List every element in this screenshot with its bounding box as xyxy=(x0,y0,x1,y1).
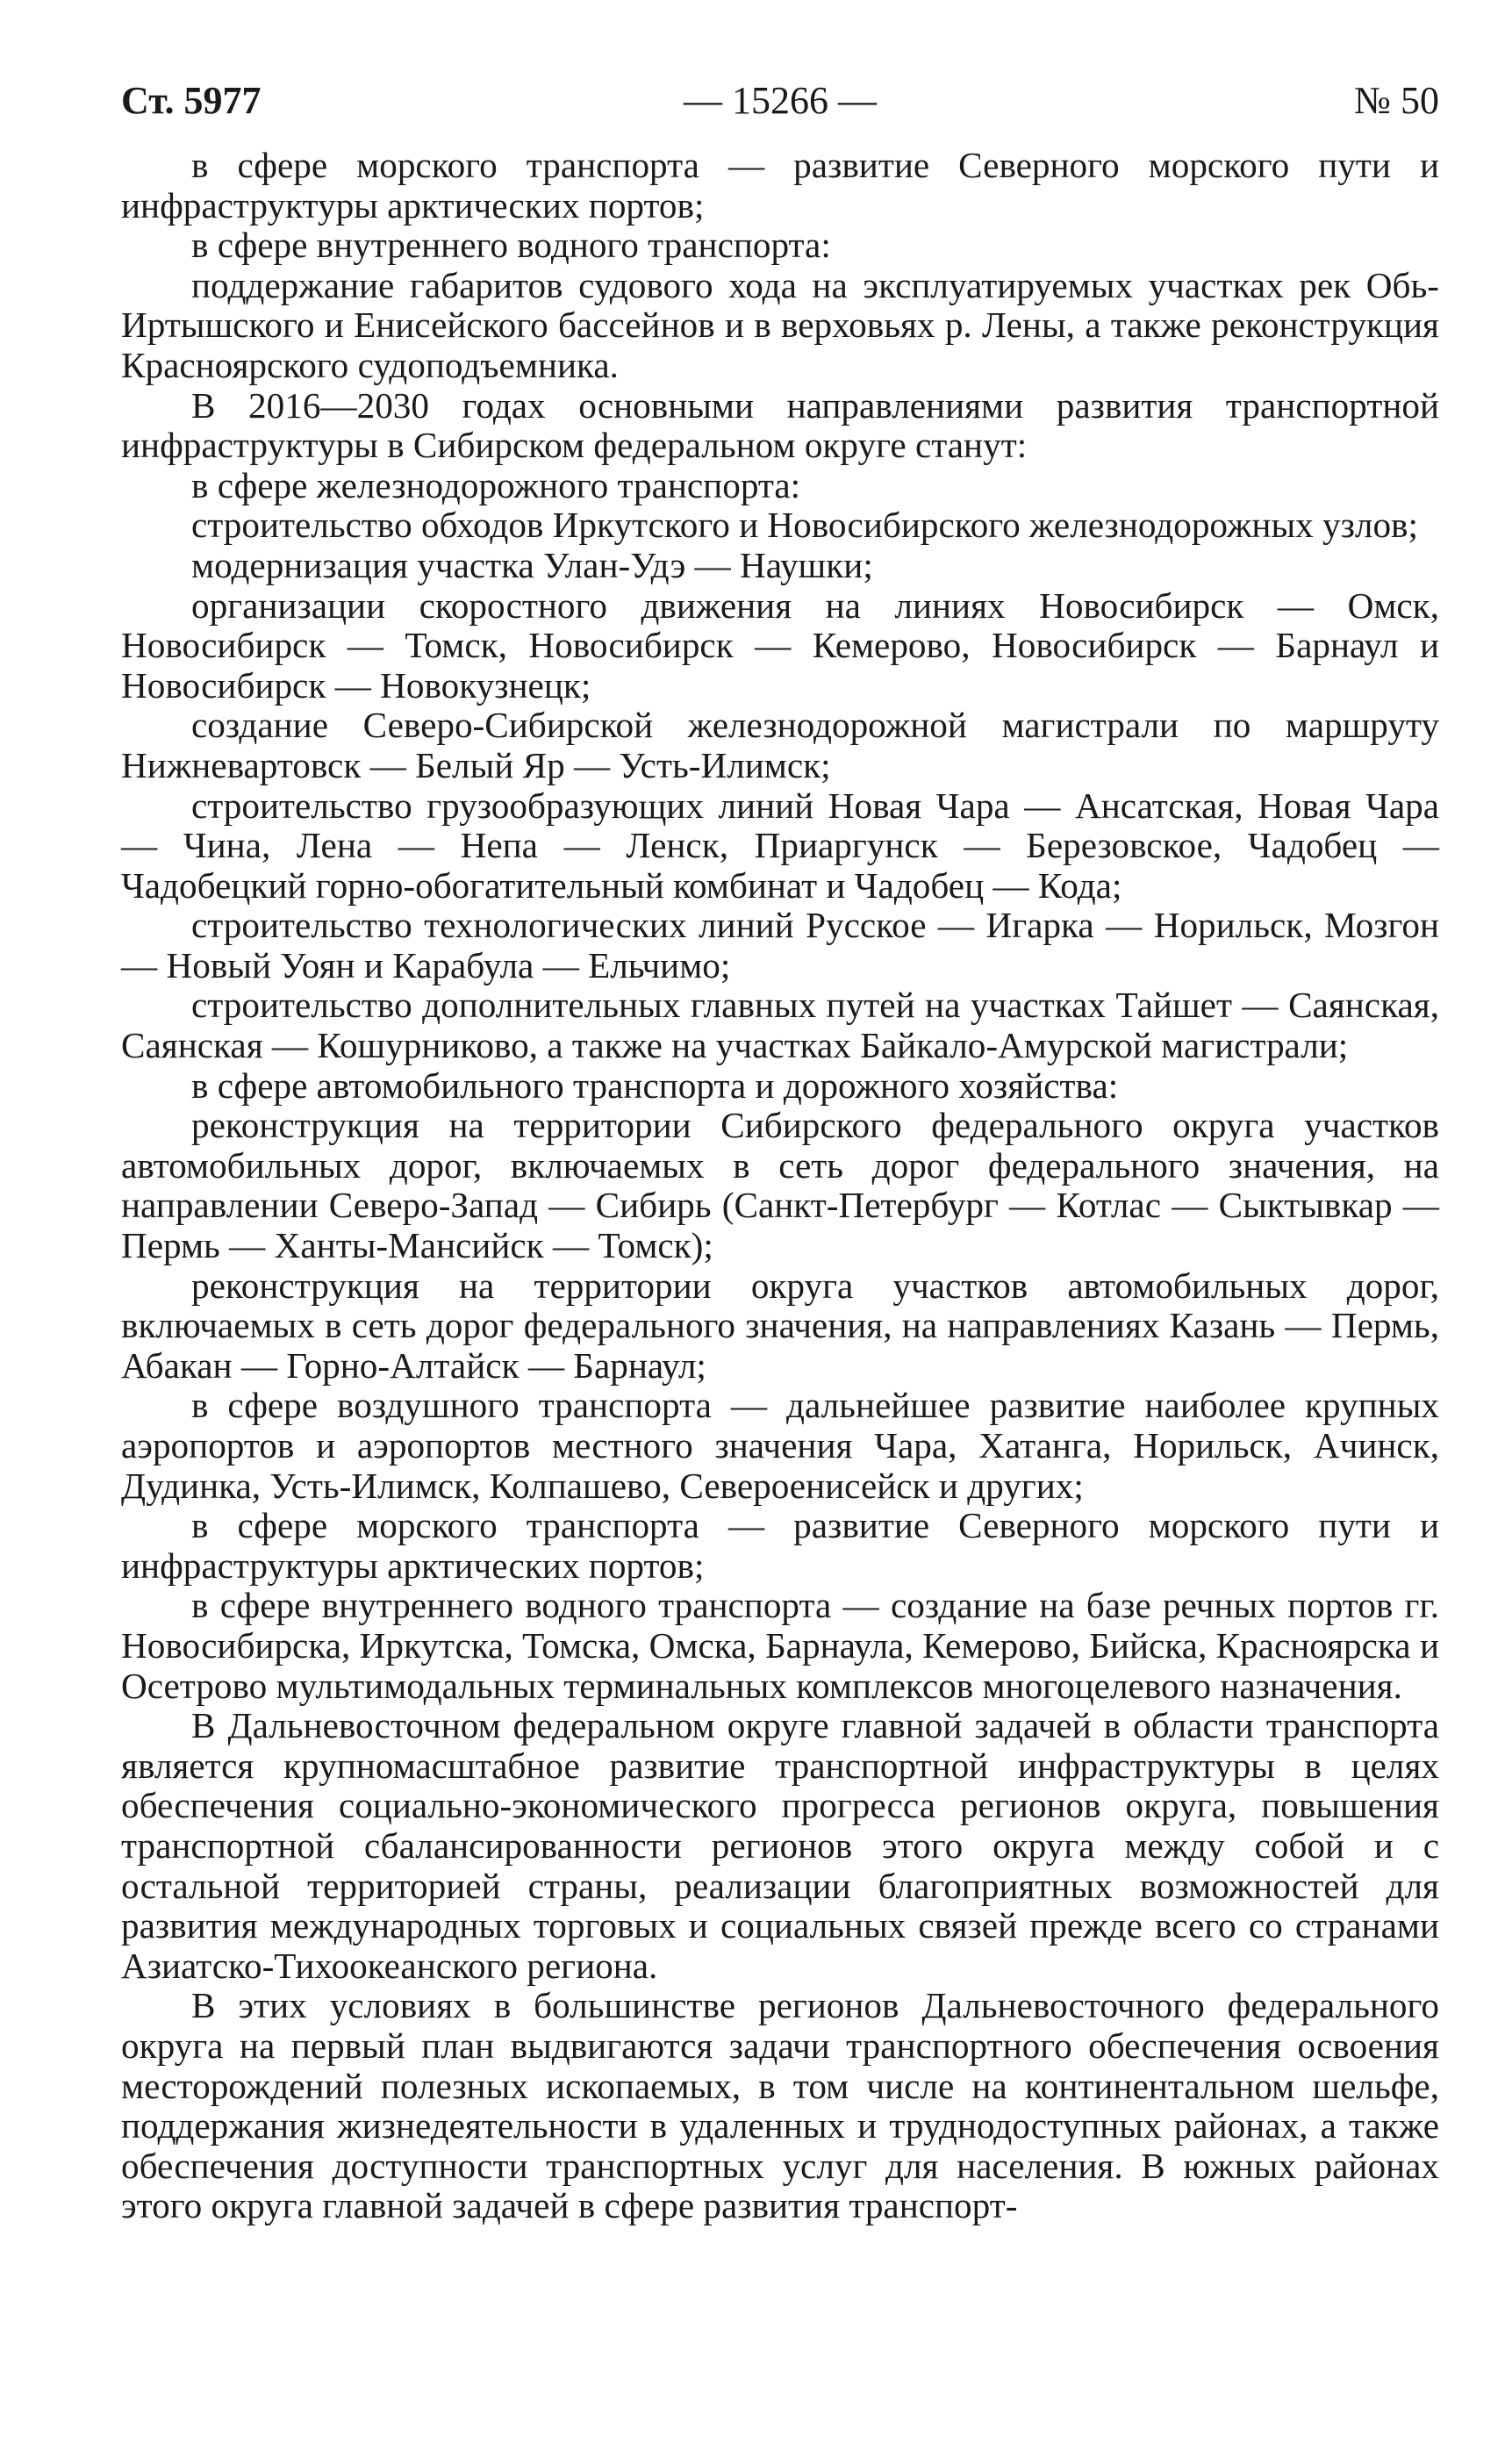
paragraph: В 2016—2030 годах основными направлениями развития транспортной инфраструктуры в Сибирском федеральном округе станут: xyxy=(121,384,1439,466)
paragraph: В этих условиях в большинстве регионов Дальневосточного федерального округа на первый план выдвигаются задачи транспортного обеспечения освоения месторождений полезных ископаемых, в том числе на континентальном шельфе, поддержания жизнедеятельности в удаленных и труднодоступных районах, а также обеспечения доступности транспортных услуг для населения. В южных районах этого округа главной задачей в сфере развития транспорт- xyxy=(121,1985,1439,2226)
paragraph: реконструкция на территории округа участков автомобильных дорог, включаемых в сеть дорог федерального значения, на направлениях Казань — Пермь, Абакан — Горно-Алтайск — Барнаул; xyxy=(121,1265,1439,1386)
paragraph: поддержание габаритов судового хода на эксплуатируемых участках рек Обь-Иртышского и Енисейского бассейнов и в верховьях р. Лены, а также реконструкция Красноярского судоподъемника. xyxy=(121,264,1439,385)
paragraph: строительство дополнительных главных путей на участках Тайшет — Саянская, Саянская — Кошурниково, а также на участках Байкало-Амурской магистрали; xyxy=(121,985,1439,1066)
paragraph: в сфере морского транспорта — развитие Северного морского пути и инфраструктуры арктических портов; xyxy=(121,145,1439,226)
body-text xyxy=(121,146,1439,2226)
paragraph: в сфере внутреннего водного транспорта: xyxy=(191,225,831,266)
paragraph: в сфере морского транспорта — развитие Северного морского пути и инфраструктуры арктических портов; xyxy=(121,1505,1439,1586)
page-number: — 15266 — xyxy=(684,79,877,122)
article-number: Ст. 5977 xyxy=(121,79,262,122)
paragraph: в сфере воздушного транспорта — дальнейшее развитие наиболее крупных аэропортов и аэропортов местного значения Чара, Хатанга, Норильск, Ачинск, Дудинка, Усть-Илимск, Колпашево, Североенисейск и других; xyxy=(121,1385,1439,1506)
page-header xyxy=(121,70,1439,132)
paragraph: реконструкция на территории Сибирского федерального округа участков автомобильных дорог, включаемых в сеть дорог федерального значения, на направлении Северо-Запад — Сибирь (Санкт-Петербург — Котлас — Сыктывкар — Пермь — Ханты-Мансийск — Томск); xyxy=(121,1105,1439,1266)
paragraph: строительство технологических линий Русское — Игарка — Норильск, Мозгон — Новый Уоян и Карабула — Ельчимо; xyxy=(121,905,1439,985)
paragraph: организации скоростного движения на линиях Новосибирск — Омск, Новосибирск — Томск, Новосибирск — Кемерово, Новосибирск — Барнаул и Новосибирск — Новокузнецк; xyxy=(121,584,1439,706)
paragraph: создание Северо-Сибирской железнодорожной магистрали по маршруту Нижневартовск — Белый Яр — Усть-Илимск; xyxy=(121,705,1439,785)
paragraph: строительство обходов Иркутского и Новосибирского железнодорожных узлов; xyxy=(191,505,1418,546)
paragraph: в сфере железнодорожного транспорта: xyxy=(191,464,801,505)
paragraph: строительство грузообразующих линий Новая Чара — Ансатская, Новая Чара — Чина, Лена — Непа — Ленск, Приаргунск — Березовское, Чадобец — Чадобецкий горно-обогатительный комбинат и Чадобец — Кода; xyxy=(121,785,1439,906)
paragraph: в сфере автомобильного транспорта и дорожного хозяйства: xyxy=(191,1064,1119,1106)
paragraph: модернизация участка Улан-Удэ — Наушки; xyxy=(191,544,873,585)
paragraph: В Дальневосточном федеральном округе главной задачей в области транспорта является крупномасштабное развитие транспортной инфраструктуры в целях обеспечения социально-экономического прогресса регионов округа, повышения транспортной сбалансированности регионов этого округа между собой и с остальной территорией страны, реализации благоприятных возможностей для развития международных торговых и социальных связей прежде всего со странами Азиатско-Тихоокеанского региона. xyxy=(121,1705,1439,1986)
document-page xyxy=(121,70,1439,2226)
issue-number: № 50 xyxy=(1354,79,1439,122)
paragraph: в сфере внутреннего водного транспорта — создание на базе речных портов гг. Новосибирска, Иркутска, Томска, Омска, Барнаула, Кемерово, Бийска, Красноярска и Осетрово мультимодальных терминальных комплексов многоцелевого назначения. xyxy=(121,1585,1439,1706)
